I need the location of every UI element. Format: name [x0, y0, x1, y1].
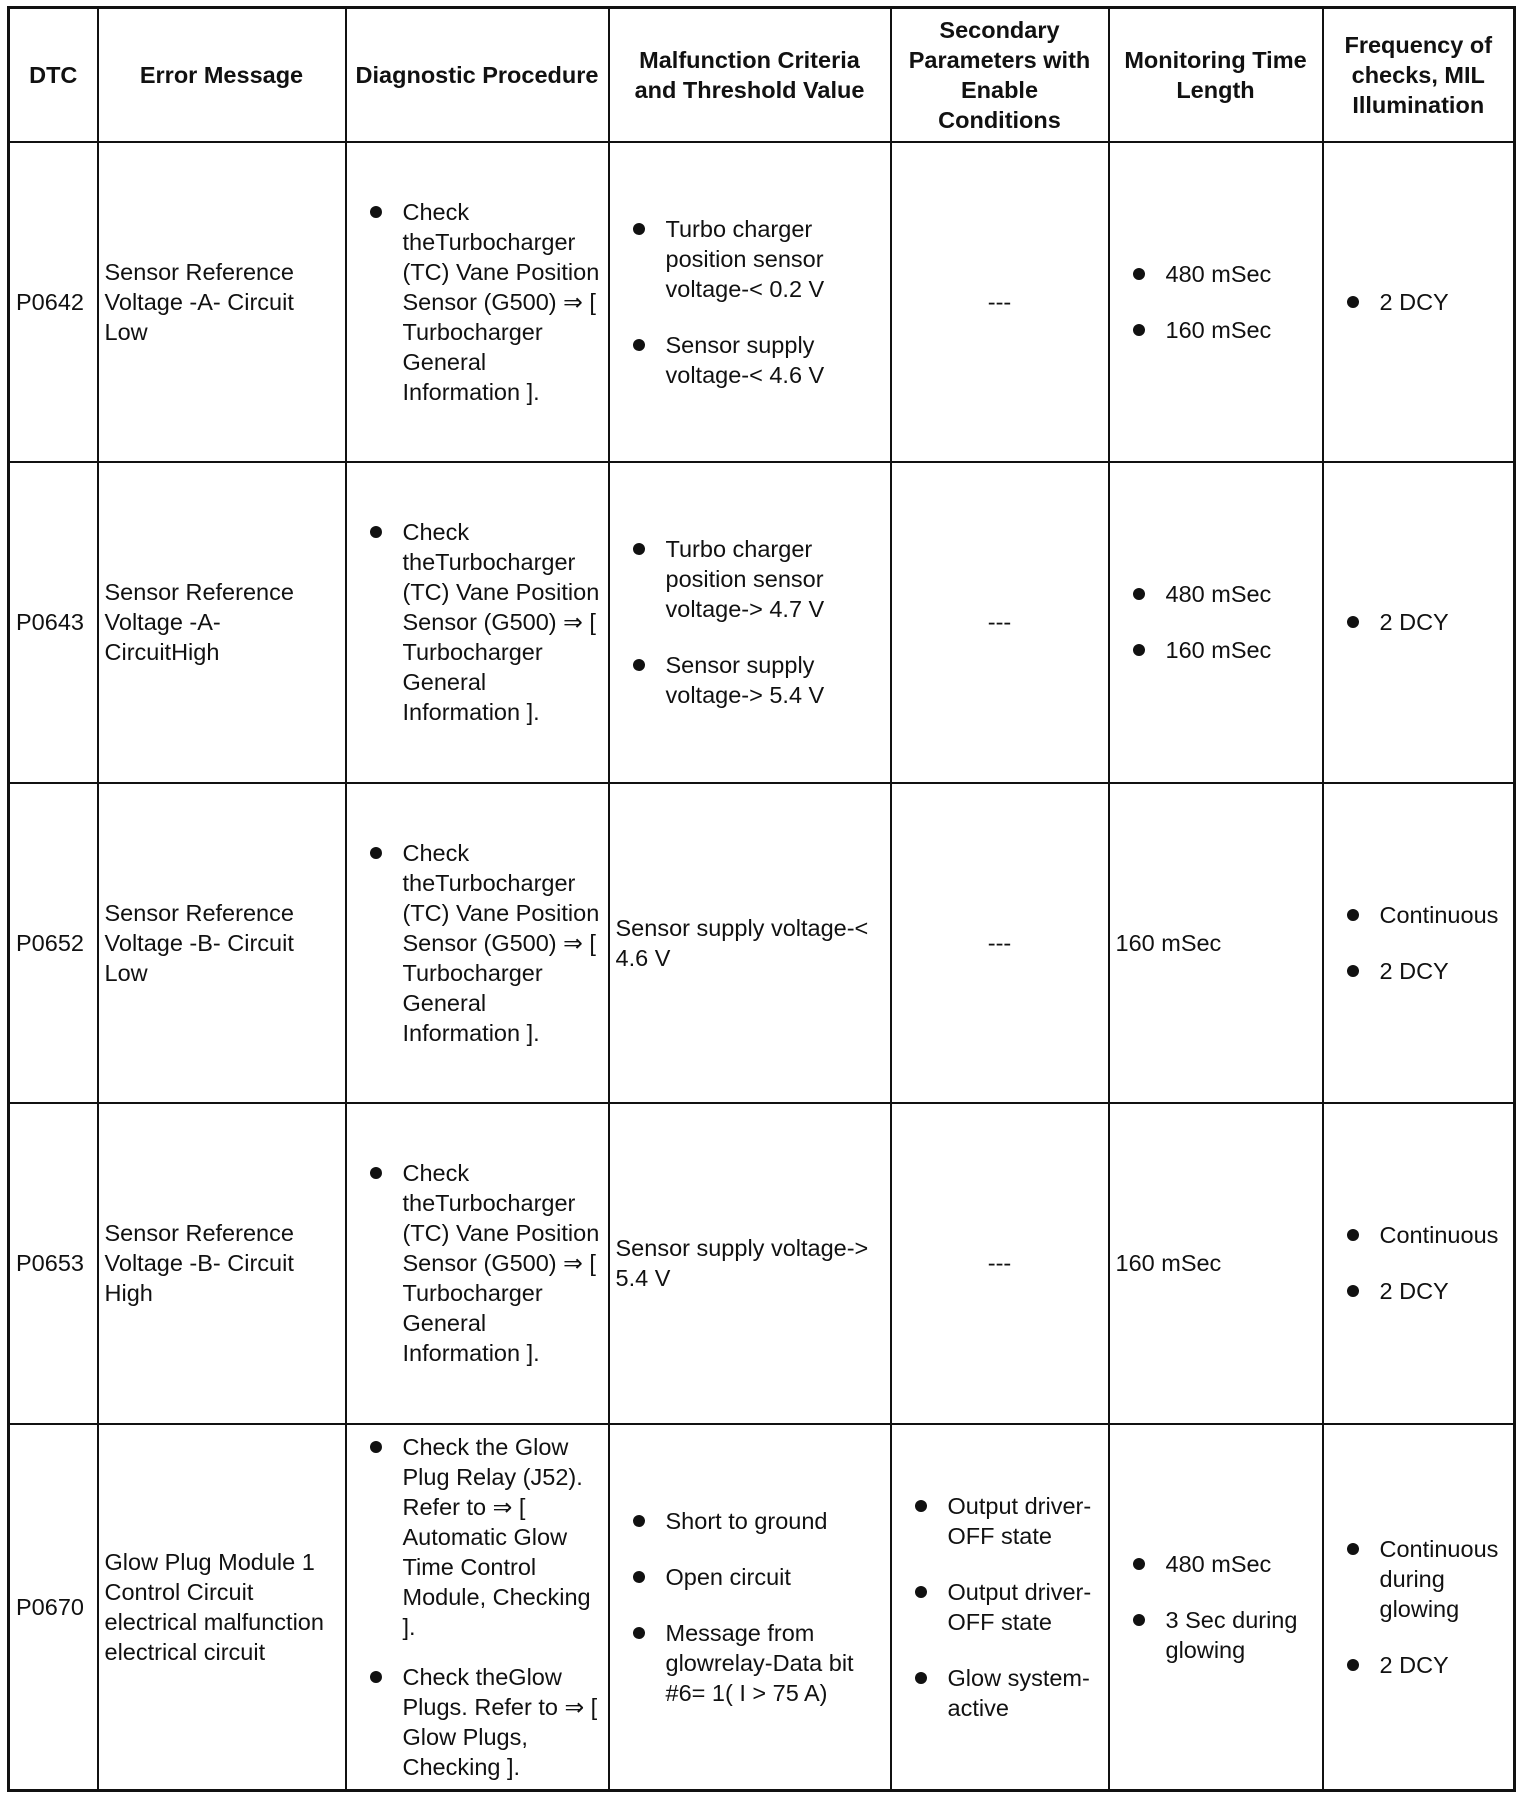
criteria-item: Message from glowrelay-Data bit #6= 1( I > 75 A) — [616, 1618, 884, 1708]
header-error-message: Error Message — [98, 8, 346, 142]
frequency-item: Continuous — [1330, 1220, 1508, 1250]
frequency-item: Continuous during glowing — [1330, 1534, 1508, 1624]
frequency-item: 2 DCY — [1330, 287, 1508, 317]
monitoring-item: 160 mSec — [1116, 315, 1316, 345]
frequency-item: Continuous — [1330, 900, 1508, 930]
secondary-parameters: --- — [891, 1103, 1109, 1424]
header-secondary-parameters: Secondary Parameters with Enable Conditions — [891, 8, 1109, 142]
table-row — [9, 783, 1515, 1104]
monitoring-time — [1109, 1424, 1323, 1791]
frequency — [1323, 142, 1515, 463]
diagnostic-procedure — [346, 783, 609, 1104]
dtc-code: P0653 — [9, 1103, 98, 1424]
secondary-parameters: --- — [891, 783, 1109, 1104]
frequency-item: 2 DCY — [1330, 956, 1508, 986]
procedure-step: Check theTurbocharger (TC) Vane Position Sensor (G500) ⇒ [ Turbocharger General Information ]. — [353, 517, 602, 727]
frequency — [1323, 783, 1515, 1104]
malfunction-criteria: Sensor supply voltage-< 4.6 V — [609, 783, 891, 1104]
frequency — [1323, 462, 1515, 783]
secondary-parameters — [891, 1424, 1109, 1791]
error-message: Sensor Reference Voltage -A- CircuitHigh — [98, 462, 346, 783]
dtc-code: P0670 — [9, 1424, 98, 1791]
secondary-item: Output driver-OFF state — [898, 1491, 1102, 1551]
frequency — [1323, 1103, 1515, 1424]
header-diagnostic-procedure: Diagnostic Procedure — [346, 8, 609, 142]
diagnostic-procedure — [346, 1424, 609, 1791]
error-message: Glow Plug Module 1 Control Circuit electrical malfunction electrical circuit — [98, 1424, 346, 1791]
criteria-item: Sensor supply voltage-> 5.4 V — [616, 650, 884, 710]
table-row — [9, 1424, 1515, 1791]
monitoring-time — [1109, 462, 1323, 783]
procedure-step: Check the Glow Plug Relay (J52). Refer to ⇒ [ Automatic Glow Time Control Module, Checking ]. — [353, 1432, 602, 1642]
secondary-parameters: --- — [891, 462, 1109, 783]
dtc-code: P0642 — [9, 142, 98, 463]
diagnostic-procedure — [346, 462, 609, 783]
malfunction-criteria — [609, 1424, 891, 1791]
secondary-item: Glow system-active — [898, 1663, 1102, 1723]
dtc-code: P0643 — [9, 462, 98, 783]
monitoring-item: 480 mSec — [1116, 579, 1316, 609]
monitoring-item: 3 Sec during glowing — [1116, 1605, 1316, 1665]
criteria-item: Turbo charger position sensor voltage-> 4.7 V — [616, 534, 884, 624]
table-row — [9, 1103, 1515, 1424]
monitoring-item: 160 mSec — [1116, 635, 1316, 665]
criteria-item: Turbo charger position sensor voltage-< 0.2 V — [616, 214, 884, 304]
dtc-table — [7, 6, 1516, 1792]
table-row — [9, 142, 1515, 463]
table-row — [9, 462, 1515, 783]
monitoring-time: 160 mSec — [1109, 1103, 1323, 1424]
malfunction-criteria — [609, 462, 891, 783]
monitoring-time: 160 mSec — [1109, 783, 1323, 1104]
diagnostic-procedure — [346, 1103, 609, 1424]
secondary-parameters: --- — [891, 142, 1109, 463]
monitoring-item: 480 mSec — [1116, 1549, 1316, 1579]
frequency-item: 2 DCY — [1330, 607, 1508, 637]
diagnostic-procedure — [346, 142, 609, 463]
malfunction-criteria — [609, 142, 891, 463]
frequency-item: 2 DCY — [1330, 1650, 1508, 1680]
dtc-code: P0652 — [9, 783, 98, 1104]
procedure-step: Check theTurbocharger (TC) Vane Position Sensor (G500) ⇒ [ Turbocharger General Information ]. — [353, 838, 602, 1048]
frequency — [1323, 1424, 1515, 1791]
frequency-item: 2 DCY — [1330, 1276, 1508, 1306]
procedure-step: Check theTurbocharger (TC) Vane Position Sensor (G500) ⇒ [ Turbocharger General Information ]. — [353, 197, 602, 407]
error-message: Sensor Reference Voltage -A- Circuit Low — [98, 142, 346, 463]
malfunction-criteria: Sensor supply voltage-> 5.4 V — [609, 1103, 891, 1424]
criteria-item: Open circuit — [616, 1562, 884, 1592]
procedure-step: Check theTurbocharger (TC) Vane Position Sensor (G500) ⇒ [ Turbocharger General Information ]. — [353, 1158, 602, 1368]
header-row — [9, 8, 1515, 142]
secondary-item: Output driver-OFF state — [898, 1577, 1102, 1637]
header-dtc: DTC — [9, 8, 98, 142]
header-frequency: Frequency of checks, MIL Illumination — [1323, 8, 1515, 142]
criteria-item: Short to ground — [616, 1506, 884, 1536]
procedure-step: Check theGlow Plugs. Refer to ⇒ [ Glow Plugs, Checking ]. — [353, 1662, 602, 1782]
monitoring-item: 480 mSec — [1116, 259, 1316, 289]
criteria-item: Sensor supply voltage-< 4.6 V — [616, 330, 884, 390]
header-malfunction-criteria: Malfunction Criteria and Threshold Value — [609, 8, 891, 142]
error-message: Sensor Reference Voltage -B- Circuit High — [98, 1103, 346, 1424]
monitoring-time — [1109, 142, 1323, 463]
error-message: Sensor Reference Voltage -B- Circuit Low — [98, 783, 346, 1104]
header-monitoring-time: Monitoring Time Length — [1109, 8, 1323, 142]
